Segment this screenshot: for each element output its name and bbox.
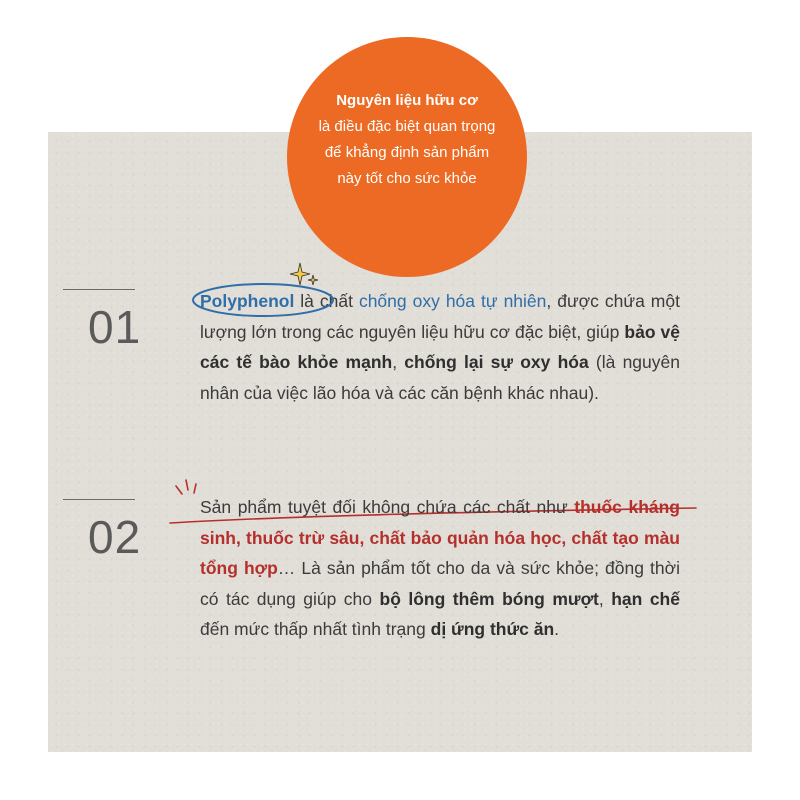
text-run: . (554, 619, 560, 639)
chemicals-list: thuốc kháng sinh, thuốc trừ sâu, chất bảo quản hóa học, chất tạo màu tổng hợp (200, 497, 680, 578)
item-2-paragraph (200, 492, 680, 645)
number-rule-2 (63, 499, 135, 500)
polyphenol-highlight (200, 286, 294, 317)
bold-phrase: dị ứng thức ăn (430, 619, 555, 639)
antioxidant-term: chống oxy hóa tự nhiên (358, 291, 547, 311)
text-run: đến mức thấp nhất tình trạng (200, 619, 431, 639)
item-number-2: 02 (88, 511, 142, 563)
text-run: (là nguyên nhân của việc lão hóa và các căn bệnh khác nhau). (200, 352, 680, 403)
polyphenol-term: Polyphenol (200, 291, 295, 311)
bold-phrase: chống lại sự oxy hóa (404, 352, 589, 372)
badge-line-4: này tốt cho sức khỏe (337, 170, 477, 187)
text-run: , (598, 588, 612, 609)
item-1-paragraph (200, 286, 680, 408)
text-run: , (392, 352, 405, 372)
text-run: , được chứa một lượng lớn trong các nguyên liệu hữu cơ đặc biệt, giúp (200, 291, 680, 342)
badge-line-1: Nguyên liệu hữu cơ (336, 92, 478, 109)
badge-line-3: để khẳng định sản phẩm (324, 144, 490, 161)
bold-phrase: hạn chế (611, 588, 680, 609)
highlight-badge (287, 37, 527, 277)
badge-line-2: là điều đặc biệt quan trọng (318, 118, 496, 135)
text-run: Sản phẩm tuyệt đối không chứa các chất như (200, 497, 575, 517)
number-rule-1 (63, 289, 135, 290)
bold-phrase: bảo vệ các tế bào khỏe mạnh (200, 321, 680, 372)
item-number-1: 01 (88, 301, 142, 353)
text-run: … Là sản phẩm tốt cho da và sức khỏe; đồng thời có tác dụng giúp cho (200, 558, 680, 609)
bold-phrase: bộ lông thêm bóng mượt (379, 588, 599, 609)
text-run: là chất (294, 291, 359, 311)
